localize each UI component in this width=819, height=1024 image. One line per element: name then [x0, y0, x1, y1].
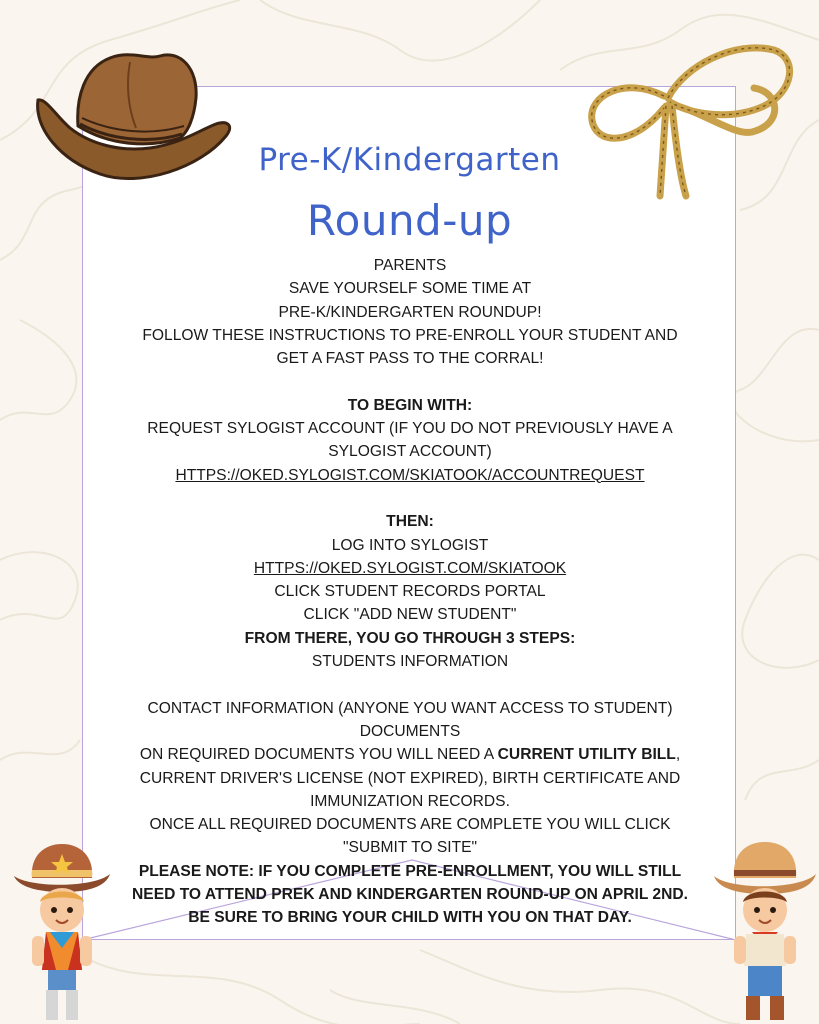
- begin-line: SYLOGIST ACCOUNT): [328, 443, 492, 461]
- spacer: [95, 673, 725, 696]
- contact-line: CURRENT DRIVER'S LICENSE (NOT EXPIRED), BIRTH CERTIFICATE AND: [139, 769, 681, 787]
- note-line: BE SURE TO BRING YOUR CHILD WITH YOU ON THAT DAY.: [188, 909, 632, 927]
- title-line-2: Round-up: [306, 196, 513, 245]
- contact-line: CONTACT INFORMATION (ANYONE YOU WANT ACCESS TO STUDENT): [147, 699, 673, 717]
- intro-line: PRE-K/KINDERGARTEN ROUNDUP!: [278, 303, 542, 321]
- intro-line: PARENTS: [373, 257, 447, 274]
- then-line: STUDENTS INFORMATION: [311, 653, 509, 671]
- intro-line: GET A FAST PASS TO THE CORRAL!: [276, 350, 544, 368]
- instructions-body: [95, 254, 725, 930]
- spacer: [95, 487, 725, 510]
- begin-line: REQUEST SYLOGIST ACCOUNT (IF YOU DO NOT PREVIOUSLY HAVE A: [147, 420, 673, 438]
- title-line-1: Pre-K/Kindergarten: [258, 142, 561, 178]
- then-line: CLICK "ADD NEW STUDENT": [303, 606, 517, 624]
- contact-line: IMMUNIZATION RECORDS.: [310, 792, 510, 810]
- utility-bill-comma: ,: [675, 746, 681, 764]
- intro-line: FOLLOW THESE INSTRUCTIONS TO PRE-ENROLL YOUR STUDENT AND: [142, 326, 678, 344]
- utility-bill-line: [95, 743, 725, 766]
- contact-line: ONCE ALL REQUIRED DOCUMENTS ARE COMPLETE YOU WILL CLICK: [149, 816, 671, 834]
- contact-line: "SUBMIT TO SITE": [342, 839, 478, 857]
- note-line: PLEASE NOTE: IF YOU COMPLETE PRE-ENROLLMENT, YOU WILL STILL: [138, 862, 682, 880]
- begin-heading: TO BEGIN WITH:: [347, 396, 473, 414]
- cowboy-kid-icon: [712, 838, 818, 1024]
- login-link[interactable]: HTTPS://OKED.SYLOGIST.COM/SKIATOOK: [253, 559, 567, 577]
- steps-heading: FROM THERE, YOU GO THROUGH 3 STEPS:: [244, 629, 576, 647]
- then-heading: THEN:: [386, 513, 434, 531]
- utility-bill-bold: CURRENT UTILITY BILL: [497, 746, 676, 764]
- contact-line: DOCUMENTS: [359, 722, 461, 740]
- account-request-link[interactable]: HTTPS://OKED.SYLOGIST.COM/SKIATOOK/ACCOUNTREQUEST: [175, 466, 645, 484]
- then-line: LOG INTO SYLOGIST: [331, 536, 489, 554]
- spacer: [95, 370, 725, 393]
- then-line: CLICK STUDENT RECORDS PORTAL: [274, 583, 546, 601]
- utility-bill-text: ON REQUIRED DOCUMENTS YOU WILL NEED A: [139, 746, 498, 764]
- note-line: NEED TO ATTEND PREK AND KINDERGARTEN ROUND-UP ON APRIL 2ND.: [132, 886, 688, 904]
- intro-line: SAVE YOURSELF SOME TIME AT: [288, 280, 532, 298]
